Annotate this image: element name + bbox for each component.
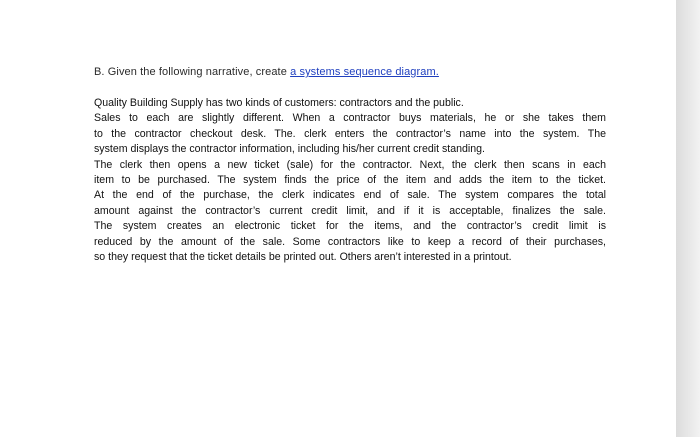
narrative-line: Quality Building Supply has two kinds of customers: contractors and the public. xyxy=(94,97,464,109)
narrative-line: amount against the contractor’s current credit limit, and if it is acceptable, finalizes the sale. xyxy=(94,204,606,217)
heading-link[interactable]: a systems sequence diagram. xyxy=(290,66,439,78)
narrative-line: to the contractor checkout desk. The. clerk enters the contractor’s name into the system. The xyxy=(94,127,606,140)
question-heading xyxy=(94,66,439,78)
narrative-line: The clerk then opens a new ticket (sale) for the contractor. Next, the clerk then scans in each xyxy=(94,158,606,171)
narrative-line: The system creates an electronic ticket for the items, and the contractor’s credit limit is xyxy=(94,220,606,233)
narrative-line: item to be purchased. The system finds the price of the item and adds the item to the ticket. xyxy=(94,174,606,187)
narrative-line: so they request that the ticket details be printed out. Others aren’t interested in a printout. xyxy=(94,251,512,264)
heading-text: B. Given the following narrative, create xyxy=(94,66,291,78)
narrative-line: At the end of the purchase, the clerk indicates end of sale. The system compares the total xyxy=(94,189,606,202)
narrative-paragraph xyxy=(94,96,606,265)
narrative-line: reduced by the amount of the sale. Some contractors like to keep a record of their purchases, xyxy=(94,235,606,248)
narrative-line: Sales to each are slightly different. When a contractor buys materials, he or she takes them xyxy=(94,112,606,125)
narrative-line: system displays the contractor information, including his/her current credit standing. xyxy=(94,143,485,156)
viewer-edge xyxy=(676,0,700,437)
